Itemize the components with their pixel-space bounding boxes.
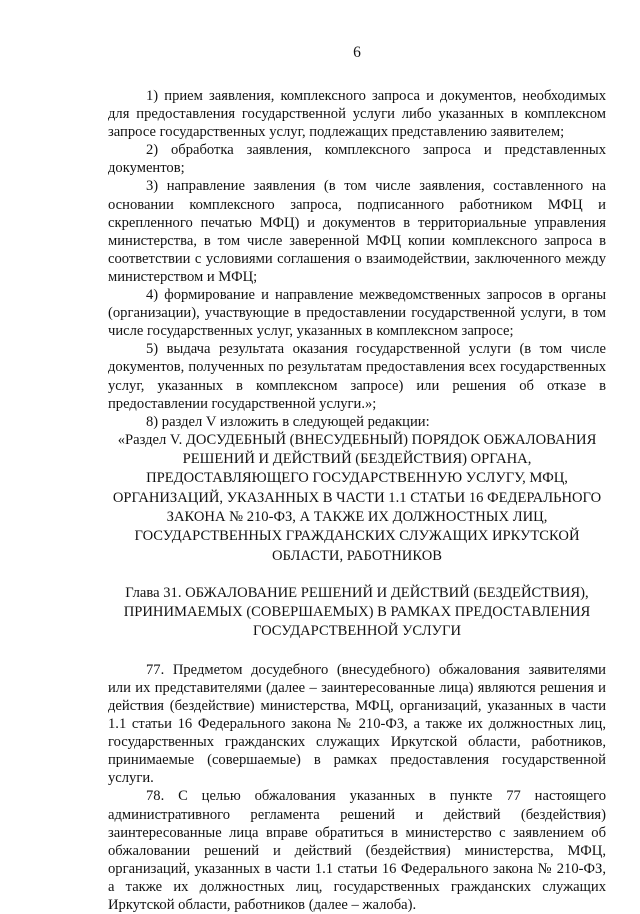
list-item-5: 5) выдача результата оказания государственной услуги (в том числе документов, полученных по результатам предоставления всех государственных услуг, указанных в комплексном запросе) или решения об отказе в предоставлении государственной услуги.»; <box>108 341 606 412</box>
page-number: 6 <box>353 44 361 61</box>
list-item-4: 4) формирование и направление межведомственных запросов в органы (организации), участвующие в предоставлении государственной услуги, в том числе государственных услуг, указанных в комплексном запросе; <box>108 287 606 340</box>
list-item-8-amendment: 8) раздел V изложить в следующей редакции: <box>146 413 430 430</box>
list-item-1: 1) прием заявления, комплексного запроса и документов, необходимых для предоставления государственной услуги либо указанных в комплексном запросе государственных услуг, подлежащих представлению заявителем; <box>108 88 606 141</box>
section-heading: «Раздел V. ДОСУДЕБНЫЙ (ВНЕСУДЕБНЫЙ) ПОРЯДОК ОБЖАЛОВАНИЯ РЕШЕНИЙ И ДЕЙСТВИЙ (БЕЗДЕЙСТВИЯ) ОРГАНА, ПРЕДОСТАВЛЯЮЩЕГО ГОСУДАРСТВЕННУЮ УСЛУГУ, МФЦ, ОРГАНИЗАЦИЙ, УКАЗАННЫХ В ЧАСТИ 1.1 СТАТЬИ 16 ФЕДЕРАЛЬНОГО ЗАКОНА № 210-ФЗ, А ТАКЖЕ ИХ ДОЛЖНОСТНЫХ ЛИЦ, ГОСУДАРСТВЕННЫХ ГРАЖДАНСКИХ СЛУЖАЩИХ ИРКУТСКОЙ ОБЛАСТИ, РАБОТНИКОВ <box>112 431 602 564</box>
chapter-heading: Глава 31. ОБЖАЛОВАНИЕ РЕШЕНИЙ И ДЕЙСТВИЙ (БЕЗДЕЙСТВИЯ), ПРИНИМАЕМЫХ (СОВЕРШАЕМЫХ) В РАМКАХ ПРЕДОСТАВЛЕНИЯ ГОСУДАРСТВЕННОЙ УСЛУГИ <box>123 584 591 640</box>
document-body <box>108 87 606 914</box>
list-item-3: 3) направление заявления (в том числе заявления, составленного на основании комплексного запроса, подписанного работником МФЦ и скрепленного печатью МФЦ) и документов в территориальные управления министерства, в том числе заверенной МФЦ копии комплексного запроса в соответствии с условиями соглашения о взаимодействии, заключенного между министерством и МФЦ; <box>108 178 606 285</box>
list-item-2: 2) обработка заявления, комплексного запроса и представленных документов; <box>108 142 606 177</box>
paragraph-77: 77. Предметом досудебного (внесудебного) обжалования заявителями или их представителями (далее – заинтересованные лица) являются решения и действия (бездействие) министерства, МФЦ, организаций, указанных в части 1.1 статьи 16 Федерального закона № 210-ФЗ, а также их должностных лиц, государственных гражданских служащих Иркутской области, работников, принимаемые (совершаемые) в рамках предоставления государственной услуги. <box>108 661 606 787</box>
paragraph-78: 78. С целью обжалования указанных в пункте 77 настоящего административного регламента решений и действий (бездействия) заинтересованные лица вправе обратиться в министерство с заявлением об обжаловании решений и действий (бездействия) министерства, МФЦ, организаций, указанных в части 1.1 статьи 16 Федерального закона № 210-ФЗ, а также их должностных лиц, государственных гражданских служащих Иркутской области, работников (далее – жалоба). <box>108 788 606 913</box>
